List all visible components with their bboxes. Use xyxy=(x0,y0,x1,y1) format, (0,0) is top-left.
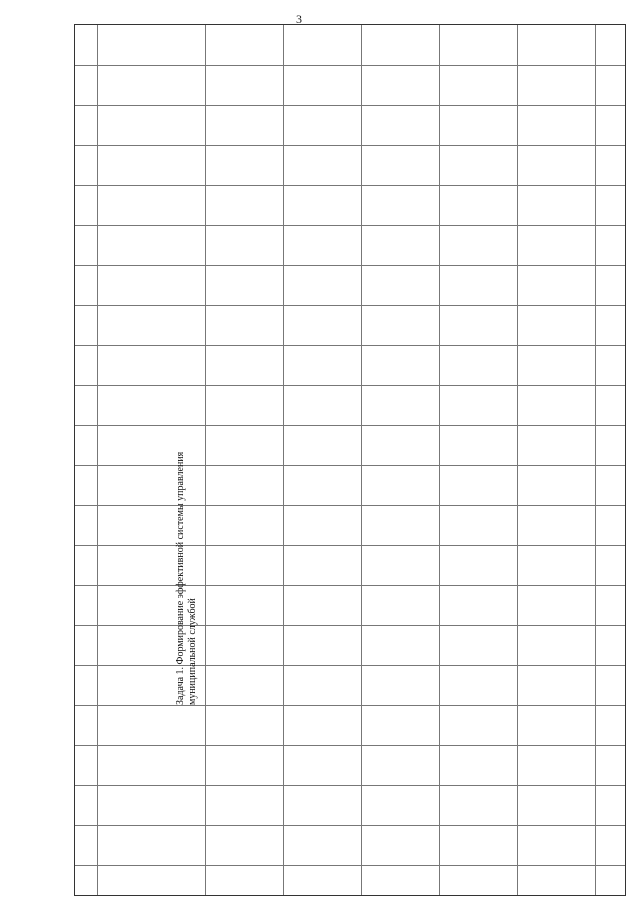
table-row xyxy=(75,625,625,626)
legible-text: Задача 1. Формирование эффективной системы управления муниципальной службой xyxy=(175,451,198,705)
table-row xyxy=(75,785,625,786)
table-row xyxy=(75,465,625,466)
table-row xyxy=(75,665,625,666)
table-column-divider xyxy=(439,25,440,895)
table-row xyxy=(75,385,625,386)
table-row xyxy=(75,585,625,586)
table-row xyxy=(75,545,625,546)
table-row xyxy=(75,225,625,226)
table-row xyxy=(75,305,625,306)
table-row xyxy=(75,505,625,506)
table-column-divider xyxy=(205,25,206,895)
table-column-divider xyxy=(361,25,362,895)
table-column-divider xyxy=(97,25,98,895)
table-row xyxy=(75,865,625,866)
page-number: 3 xyxy=(296,12,302,26)
table-row xyxy=(75,105,625,106)
table-row xyxy=(75,425,625,426)
table-column-divider xyxy=(517,25,518,895)
document-table xyxy=(74,24,626,896)
table-row xyxy=(75,65,625,66)
table-row xyxy=(75,705,625,706)
table-row xyxy=(75,825,625,826)
table-column-divider xyxy=(595,25,596,895)
table-column-divider xyxy=(283,25,284,895)
table-row xyxy=(75,345,625,346)
table-row xyxy=(75,745,625,746)
table-row xyxy=(75,265,625,266)
table-row xyxy=(75,145,625,146)
table-row xyxy=(75,185,625,186)
